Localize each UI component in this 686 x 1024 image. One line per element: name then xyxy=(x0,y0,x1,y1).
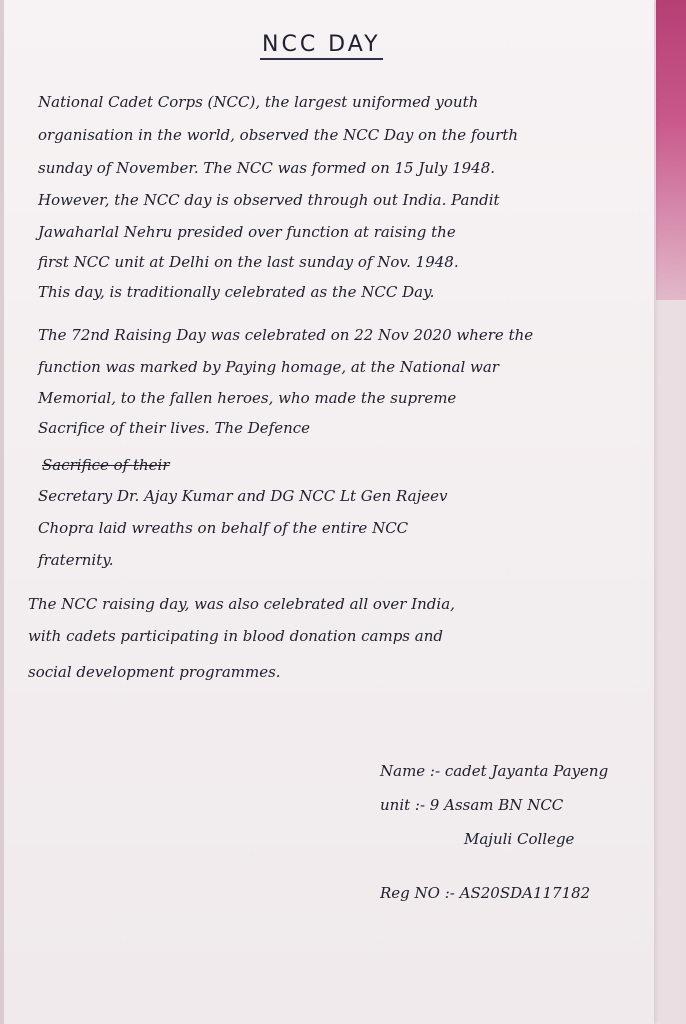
signature-college: Majuli College xyxy=(464,830,575,848)
paragraph-4-line-1: The NCC raising day, was also celebrated all over India, xyxy=(28,595,455,613)
paragraph-1-line-5: Jawaharlal Nehru presided over function at raising the xyxy=(38,223,456,241)
paragraph-4-line-3: social development programmes. xyxy=(28,663,281,681)
paragraph-2-line-2: function was marked by Paying homage, at the National war xyxy=(38,358,499,376)
paragraph-3-line-2: Chopra laid wreaths on behalf of the entire NCC xyxy=(38,519,409,537)
background-fabric xyxy=(656,0,686,300)
paragraph-1-line-1: National Cadet Corps (NCC), the largest uniformed youth xyxy=(38,93,479,111)
paragraph-2-line-1: The 72nd Raising Day was celebrated on 22 Nov 2020 where the xyxy=(38,326,534,344)
signature-name: Name :- cadet Jayanta Payeng xyxy=(380,762,609,780)
paragraph-3-line-1: Secretary Dr. Ajay Kumar and DG NCC Lt Gen Rajeev xyxy=(38,487,448,505)
paragraph-1-line-7: This day, is traditionally celebrated as the NCC Day. xyxy=(38,283,435,301)
struck-text: Sacrifice of their xyxy=(42,456,170,474)
paragraph-1-line-6: first NCC unit at Delhi on the last sunday of Nov. 1948. xyxy=(38,253,459,271)
paragraph-1-line-2: organisation in the world, observed the NCC Day on the fourth xyxy=(38,126,519,144)
paragraph-2-line-3: Memorial, to the fallen heroes, who made the supreme xyxy=(38,389,457,407)
page-title: NCC DAY xyxy=(260,32,383,60)
paragraph-1-line-4: However, the NCC day is observed through out India. Pandit xyxy=(38,191,500,209)
signature-unit: unit :- 9 Assam BN NCC xyxy=(380,796,564,814)
paper-sheet xyxy=(4,0,654,1024)
paragraph-3-line-3: fraternity. xyxy=(38,551,114,569)
paragraph-2-line-4: Sacrifice of their lives. The Defence xyxy=(38,419,311,437)
paragraph-1-line-3: sunday of November. The NCC was formed on 15 July 1948. xyxy=(38,159,496,177)
paragraph-4-line-2: with cadets participating in blood donation camps and xyxy=(28,627,443,645)
signature-reg-no: Reg NO :- AS20SDA117182 xyxy=(380,884,591,902)
